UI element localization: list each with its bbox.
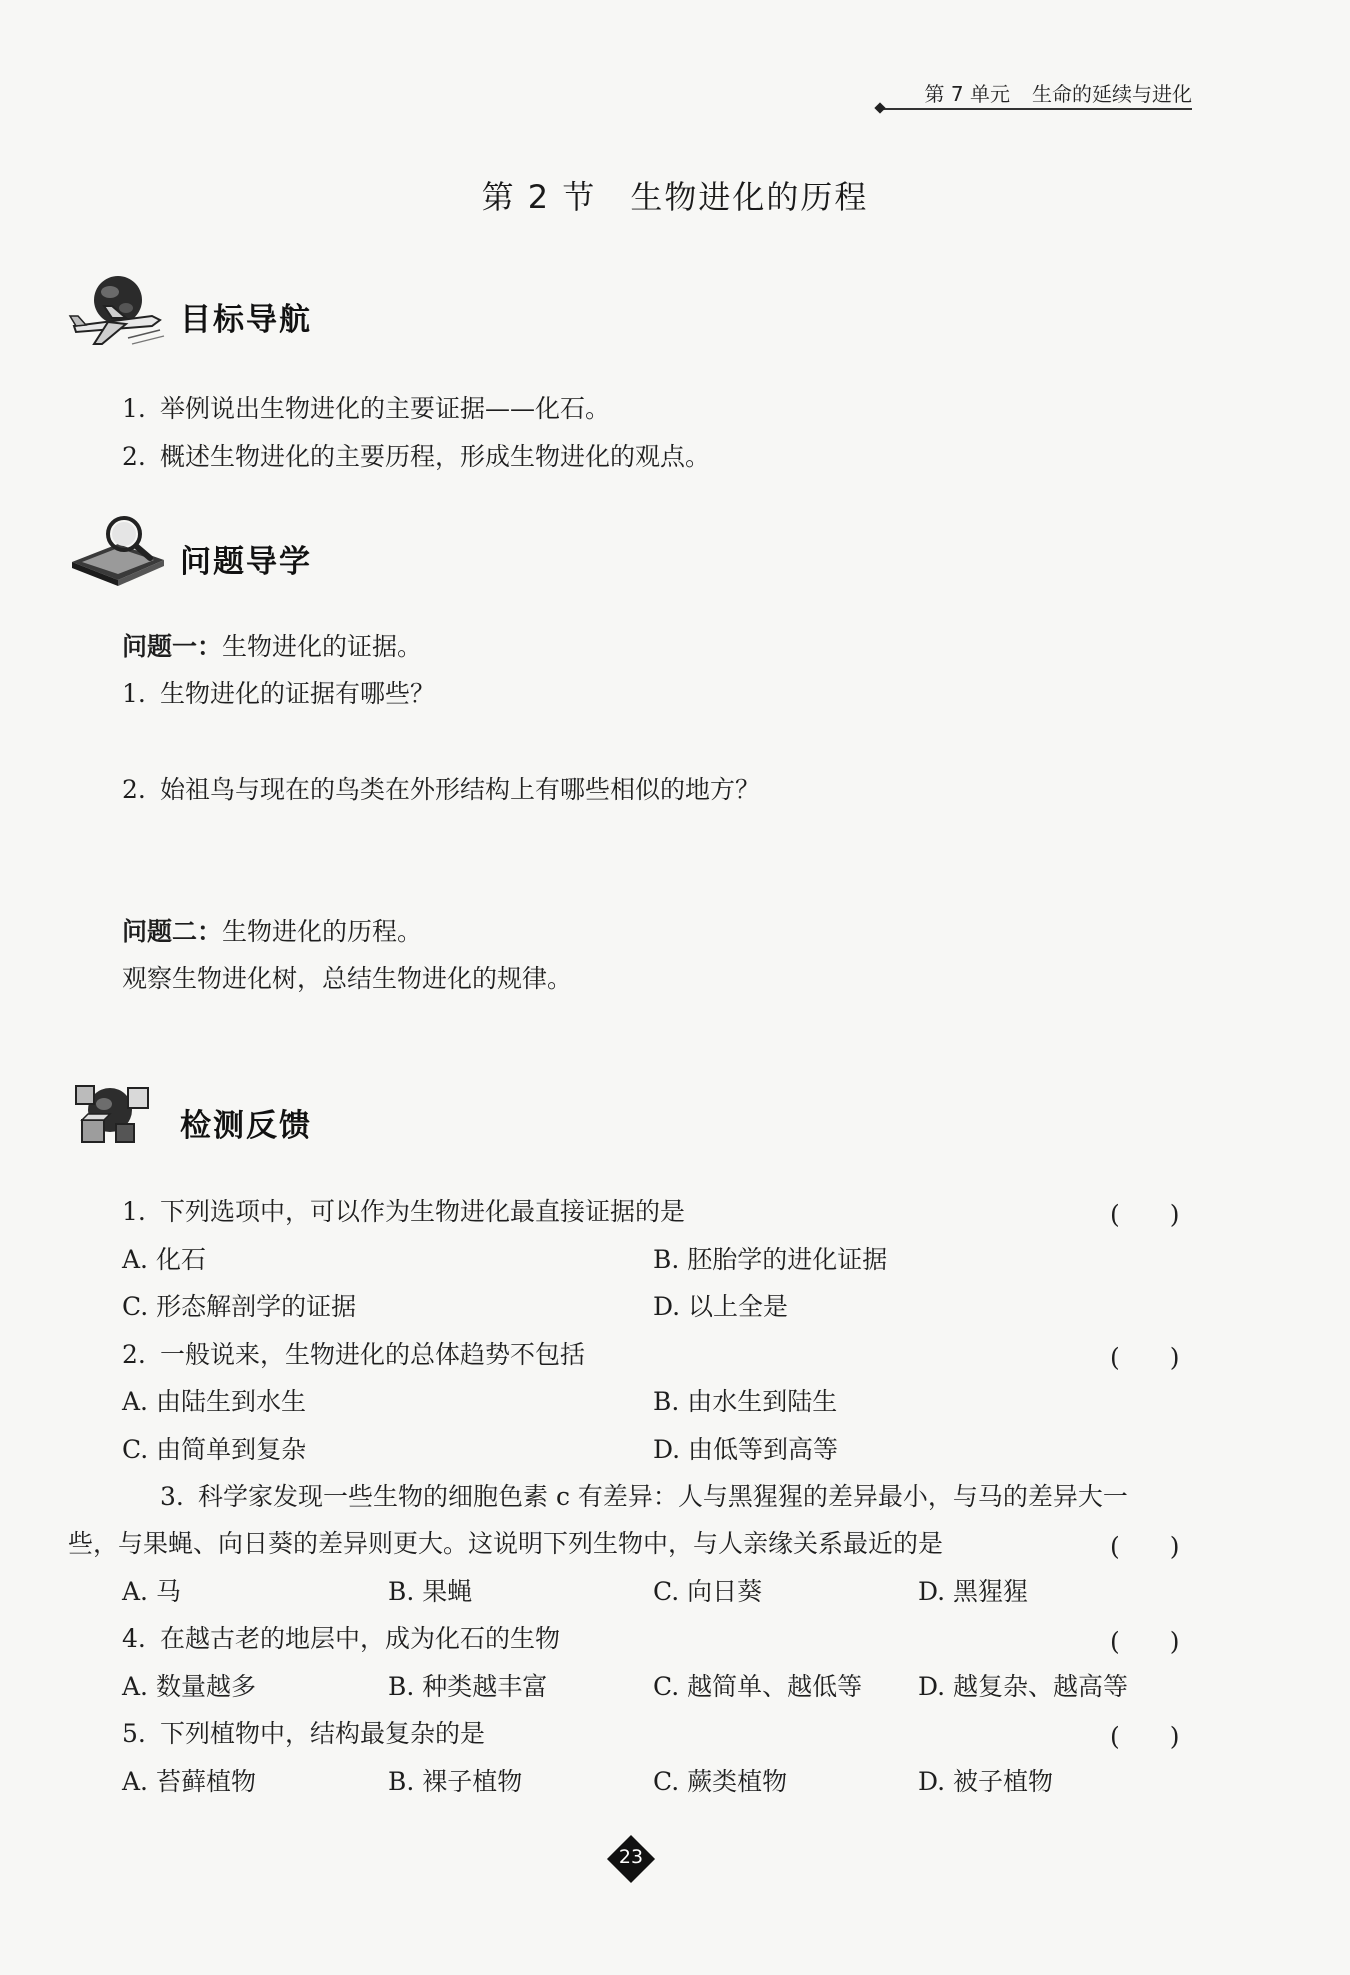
- option-d: D. 以上全是: [653, 1292, 789, 1321]
- option-a: A. 马: [122, 1577, 181, 1606]
- check-heading-block: [68, 1074, 488, 1164]
- question-one-lead: 问题一：: [122, 632, 223, 661]
- question-3: 3. 科学家发现一些生物的细胞色素 c 有差异：人与黑猩猩的差异最小，与马的差异大一: [160, 1482, 1128, 1511]
- section-number: 第 2 节: [481, 178, 597, 216]
- cubes-globe-icon: [68, 1074, 168, 1164]
- running-header: [880, 78, 1196, 107]
- question-stem: 下列植物中，结构最复杂的是: [160, 1719, 486, 1748]
- header-rule: [880, 108, 1192, 110]
- page-number: 23: [618, 1846, 644, 1868]
- guide-item: 2. 始祖鸟与现在的鸟类在外形结构上有哪些相似的地方？: [122, 775, 761, 804]
- option-a: A. 数量越多: [122, 1672, 256, 1701]
- unit-title: 生命的延续与进化: [1032, 82, 1192, 106]
- page-number-badge: [610, 1838, 652, 1880]
- globe-airplane-icon: [68, 268, 168, 358]
- answer-bracket: ( ): [1110, 1200, 1180, 1229]
- option-b: B. 胚胎学的进化证据: [653, 1245, 888, 1274]
- check-heading: 检测反馈: [180, 1108, 312, 1144]
- goal-item: 2. 概述生物进化的主要历程，形成生物进化的观点。: [122, 442, 711, 471]
- option-a: A. 由陆生到水生: [122, 1387, 306, 1416]
- guide-item: 1. 生物进化的证据有哪些？: [122, 679, 436, 708]
- option-b: B. 由水生到陆生: [653, 1387, 838, 1416]
- option-d: D. 越复杂、越高等: [918, 1672, 1129, 1701]
- option-b: B. 种类越丰富: [388, 1672, 548, 1701]
- question-stem: 在越古老的地层中，成为化石的生物: [160, 1624, 561, 1653]
- option-a: A. 苔藓植物: [122, 1767, 256, 1796]
- goals-heading: 目标导航: [180, 302, 312, 338]
- question-two-lead: 问题二：: [122, 917, 223, 946]
- question-stem-line-1: 科学家发现一些生物的细胞色素 c 有差异：人与黑猩猩的差异最小，与马的差异大一: [198, 1482, 1128, 1511]
- section-name: 生物进化的历程: [630, 178, 869, 216]
- guide-heading: 问题导学: [180, 544, 312, 580]
- option-b: B. 裸子植物: [388, 1767, 523, 1796]
- question-stem: 下列选项中，可以作为生物进化最直接证据的是: [160, 1197, 686, 1226]
- guide-heading-block: [68, 510, 488, 600]
- question-two-desc: 观察生物进化树，总结生物进化的规律。: [122, 964, 573, 993]
- unit-number: 第 7 单元: [924, 82, 1010, 106]
- answer-bracket: ( ): [1110, 1627, 1180, 1656]
- option-a: A. 化石: [122, 1245, 206, 1274]
- question-two-heading: 问题二：生物进化的历程。: [122, 917, 423, 946]
- question-stem: 一般说来，生物进化的总体趋势不包括: [160, 1340, 586, 1369]
- question-one-heading: 问题一：生物进化的证据。: [122, 632, 423, 661]
- goals-heading-block: [68, 268, 488, 358]
- option-d: D. 由低等到高等: [653, 1435, 839, 1464]
- question-2: 2. 一般说来，生物进化的总体趋势不包括: [122, 1340, 586, 1369]
- answer-bracket: ( ): [1110, 1722, 1180, 1751]
- answer-bracket: ( ): [1110, 1343, 1180, 1372]
- option-c: C. 形态解剖学的证据: [122, 1292, 357, 1321]
- option-c: C. 向日葵: [653, 1577, 763, 1606]
- answer-bracket: ( ): [1110, 1532, 1180, 1561]
- question-5: 5. 下列植物中，结构最复杂的是: [122, 1719, 486, 1748]
- goal-item: 1. 举例说出生物进化的主要证据——化石。: [122, 394, 611, 423]
- option-b: B. 果蝇: [388, 1577, 473, 1606]
- option-c: C. 蕨类植物: [653, 1767, 788, 1796]
- option-c: C. 越简单、越低等: [653, 1672, 863, 1701]
- question-1: 1. 下列选项中，可以作为生物进化最直接证据的是: [122, 1197, 686, 1226]
- question-stem-line-2: 些，与果蝇、向日葵的差异则更大。这说明下列生物中，与人亲缘关系最近的是: [68, 1529, 944, 1558]
- option-d: D. 黑猩猩: [918, 1577, 1029, 1606]
- option-c: C. 由简单到复杂: [122, 1435, 307, 1464]
- question-4: 4. 在越古老的地层中，成为化石的生物: [122, 1624, 561, 1653]
- magnifier-book-icon: [68, 510, 168, 590]
- section-title: [0, 172, 1350, 218]
- option-d: D. 被子植物: [918, 1767, 1054, 1796]
